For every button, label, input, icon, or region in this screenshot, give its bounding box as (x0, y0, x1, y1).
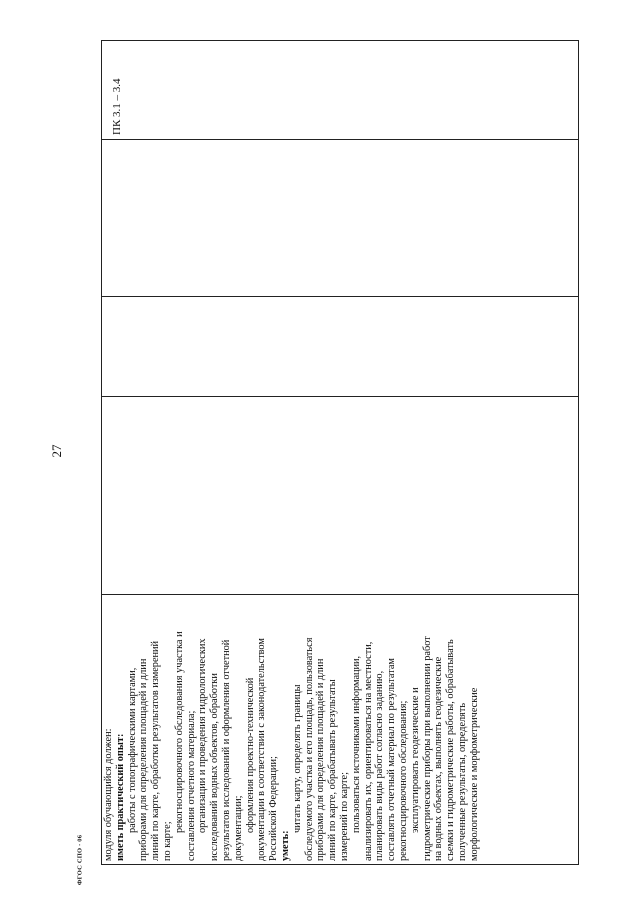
text-line: работы с топографическими картами, (126, 667, 138, 833)
text-line: планировать виды работ согласно заданию, (374, 670, 386, 861)
requirements-text-cell (103, 599, 481, 861)
page-number: 27 (49, 444, 64, 458)
text-line: результатов исследований и оформления отчетной (220, 639, 232, 861)
text-line: рекогносцировочного обследования участка и (173, 631, 185, 833)
column-divider (101, 594, 579, 595)
text-line: на водных объектах, выполнять геодезические (433, 656, 445, 861)
text-line: по карте; (161, 821, 173, 861)
text-line: гидрометрические приборы при выполнении работ (421, 636, 433, 861)
text-line: полученные результаты, определять (456, 702, 468, 861)
text-line: линий по карте, обрабатывать результаты (327, 679, 339, 861)
text-line: документации в соответствии с законодательством (256, 638, 268, 861)
text-line: пользоваться источниками информации, (350, 655, 362, 833)
text-line: оформления проектно-технической (244, 677, 256, 833)
text-line: эксплуатировать геодезические и (409, 687, 421, 833)
column-divider (101, 396, 579, 397)
text-line: читать карту, определять границы (291, 684, 303, 833)
competence-code: ПК 3.1 – 3.4 (111, 78, 123, 135)
text-line: Российской Федерации; (268, 756, 280, 861)
footer-document-code: ФГОС СПО - 06 (76, 834, 84, 886)
text-line: морфологические и морфометрические (468, 687, 480, 861)
text-line: съемки и гидрометрические работы, обрабатывать (445, 639, 457, 861)
text-line: составления отчетного материала; (185, 710, 197, 861)
text-line: приборами для определения площадей и длин (315, 658, 327, 861)
text-line: анализировать их, ориентироваться на местности, (362, 641, 374, 861)
text-line: составлять отчетный материал по результатам (386, 658, 398, 861)
text-line: документации; (232, 795, 244, 861)
text-line: рекогносцировочного обследования; (397, 700, 409, 861)
text-line: обследуемого участка и его площадь, пользоваться (303, 637, 315, 861)
text-line: организации и проведения гидрологических (197, 638, 209, 833)
column-divider (101, 296, 579, 297)
text-line: иметь практический опыт: (114, 733, 126, 861)
text-line: уметь: (279, 830, 291, 861)
text-line: линий по карте, обработки результатов измерений (150, 640, 162, 861)
text-line: исследований водных объектов, обработки (209, 673, 221, 861)
text-line: модуля обучающийся должен: (103, 728, 114, 861)
text-line: приборами для определения площадей и длин (138, 658, 150, 861)
text-line: измерений по карте; (338, 772, 350, 861)
requirements-table (101, 40, 579, 865)
column-divider (101, 139, 579, 140)
